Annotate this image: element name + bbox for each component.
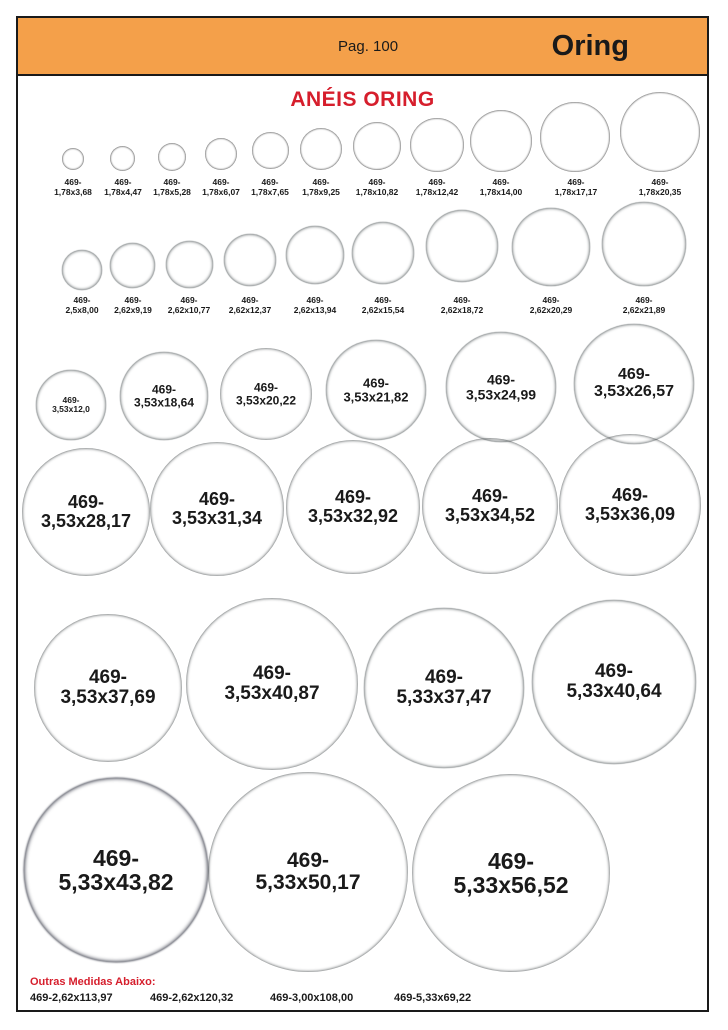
oring-1-78x5-28: [158, 143, 186, 171]
oring-3-53x12-0: [36, 370, 106, 440]
oring-2-62x15-54: [352, 222, 414, 284]
oring-1-78x4-47: [110, 146, 135, 171]
oring-1-78x3-68: [62, 148, 84, 170]
ring-label: 469- 2,62x21,89: [622, 295, 666, 315]
ring-label: 469- 3,53x28,17: [40, 492, 132, 531]
ring-label: 469- 3,53x18,64: [133, 382, 195, 409]
ring-label: 469- 3,53x32,92: [307, 487, 399, 526]
ring-label: 469- 1,78x6,07: [202, 177, 240, 197]
ring-label: 469- 5,33x43,82: [58, 844, 174, 895]
ring-label: 469- 2,62x18,72: [440, 295, 484, 315]
page-number: Pag. 100: [338, 38, 399, 55]
ring-label: 469- 3,53x31,34: [171, 489, 263, 528]
ring-label: 469- 1,78x5,28: [153, 177, 191, 197]
ring-label: 469- 3,53x34,52: [444, 486, 536, 525]
ring-label: 469- 3,53x37,69: [60, 667, 156, 708]
oring-1-78x14-00: [470, 110, 532, 172]
ring-label: 469- 1,78x7,65: [251, 177, 289, 197]
oring-1-78x12-42: [410, 118, 464, 172]
ring-label: 469- 2,62x9,19: [114, 295, 152, 315]
main-title: ANÉIS ORING: [290, 88, 435, 111]
ring-label: 469- 1,78x3,68: [54, 177, 92, 197]
oring-3-53x18-64: [120, 352, 208, 440]
oring-2-62x21-89: [602, 202, 686, 286]
ring-label: 469- 3,53x12,0: [52, 395, 90, 414]
oring-3-53x24-99: [446, 332, 556, 442]
ring-label: 469- 3,53x24,99: [465, 371, 537, 402]
ring-label: 469- 3,53x21,82: [343, 375, 409, 404]
oring-3-53x26-57: [574, 324, 694, 444]
other-size-item: 469-5,33x69,22: [394, 992, 472, 1004]
ring-label: 469- 2,62x10,77: [167, 295, 211, 315]
other-size-item: 469-2,62x113,97: [30, 992, 113, 1004]
oring-1-78x6-07: [205, 138, 237, 170]
oring-2-62x9-19: [110, 243, 155, 288]
oring-3-53x34-52: [422, 438, 558, 574]
ring-label: 469- 5,33x50,17: [255, 848, 361, 894]
oring-1-78x9-25: [300, 128, 342, 170]
ring-label: 469- 2,62x20,29: [529, 295, 573, 315]
other-size-item: 469-2,62x120,32: [150, 992, 234, 1004]
oring-2-5x8-00: [62, 250, 102, 290]
oring-1-78x17-17: [540, 102, 610, 172]
oring-3-53x28-17: [22, 448, 150, 576]
other-sizes-title: Outras Medidas Abaixo:: [30, 976, 156, 988]
ring-label: 469- 2,62x13,94: [293, 295, 337, 315]
ring-label: 469- 1,78x4,47: [104, 177, 142, 197]
oring-5-33x50-17: [208, 772, 408, 972]
oring-2-62x10-77: [166, 241, 213, 288]
oring-3-53x37-69: [34, 614, 182, 762]
ring-label: 469- 1,78x14,00: [479, 177, 523, 197]
ring-label: 469- 1,78x9,25: [302, 177, 340, 197]
oring-2-62x18-72: [426, 210, 498, 282]
oring-3-53x40-87: [186, 598, 358, 770]
oring-2-62x20-29: [512, 208, 590, 286]
ring-label: 469- 2,5x8,00: [65, 295, 99, 315]
oring-5-33x56-52: [412, 774, 610, 972]
oring-1-78x10-82: [353, 122, 401, 170]
oring-1-78x20-35: [620, 92, 700, 172]
oring-3-53x21-82: [326, 340, 426, 440]
oring-2-62x12-37: [224, 234, 276, 286]
page-header: [18, 18, 707, 76]
oring-3-53x20-22: [220, 348, 312, 440]
ring-label: 469- 3,53x26,57: [593, 366, 675, 400]
ring-label: 469- 5,33x56,52: [453, 847, 569, 898]
ring-label: 469- 1,78x17,17: [554, 177, 598, 197]
ring-label: 469- 2,62x12,37: [228, 295, 272, 315]
ring-label: 469- 5,33x40,64: [566, 661, 662, 702]
oring-5-33x40-64: [532, 600, 696, 764]
oring-3-53x36-09: [559, 434, 701, 576]
catalog-page: [16, 16, 709, 1012]
oring-1-78x7-65: [252, 132, 289, 169]
ring-label: 469- 5,33x37,47: [396, 667, 492, 708]
ring-label: 469- 3,53x20,22: [235, 380, 297, 407]
ring-label: 469- 3,53x40,87: [224, 663, 320, 704]
other-size-item: 469-3,00x108,00: [270, 992, 354, 1004]
ring-label: 469- 3,53x36,09: [584, 485, 676, 524]
oring-3-53x31-34: [150, 442, 284, 576]
oring-5-33x43-82: [24, 778, 208, 962]
header-title: Oring: [551, 30, 629, 62]
oring-5-33x37-47: [364, 608, 524, 768]
oring-3-53x32-92: [286, 440, 420, 574]
ring-label: 469- 1,78x10,82: [355, 177, 399, 197]
ring-label: 469- 1,78x12,42: [415, 177, 459, 197]
ring-label: 469- 1,78x20,35: [638, 177, 682, 197]
oring-2-62x13-94: [286, 226, 344, 284]
ring-label: 469- 2,62x15,54: [361, 295, 405, 315]
